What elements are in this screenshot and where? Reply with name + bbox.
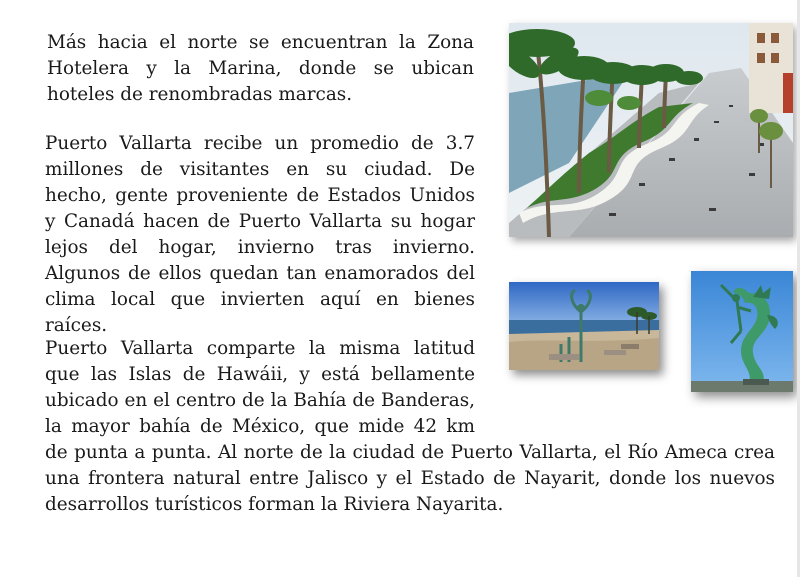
paragraph-location bbox=[45, 336, 775, 518]
malecon-boardwalk-photo bbox=[509, 23, 793, 237]
paragraph-hotel-zone: Más hacia el norte se encuentran la Zona Hotelera y la Marina, donde se ubican hoteles de renombradas marcas. bbox=[47, 32, 474, 105]
paragraph-visitors: Puerto Vallarta recibe un promedio de 3.7 millones de visitantes en su ciudad. De hecho, gente proveniente de Estados Unidos y Canadá hacen de Puerto Vallarta su hogar lejos del hogar, invierno tras invierno. Algunos de ellos quedan tan enamorados del clima local que invierten aquí en bienes raíces. bbox=[45, 133, 475, 336]
beach-sculpture-photo bbox=[509, 282, 659, 370]
paragraph-location-text: Puerto Vallarta comparte la misma latitud que las Islas de Hawáii, y está bellamente ubicado en el centro de la Bahía de Banderas, la mayor bahía de México, que mide 42 km de punta a punta. Al norte de la ciudad de Puerto Vallarta, el Río Ameca crea una frontera natural entre Jalisco y el Estado de Nayarit, donde los nuevos desarrollos turísticos forman la Riviera Nayarita. bbox=[45, 338, 775, 515]
seahorse-sculpture-photo bbox=[691, 271, 793, 392]
